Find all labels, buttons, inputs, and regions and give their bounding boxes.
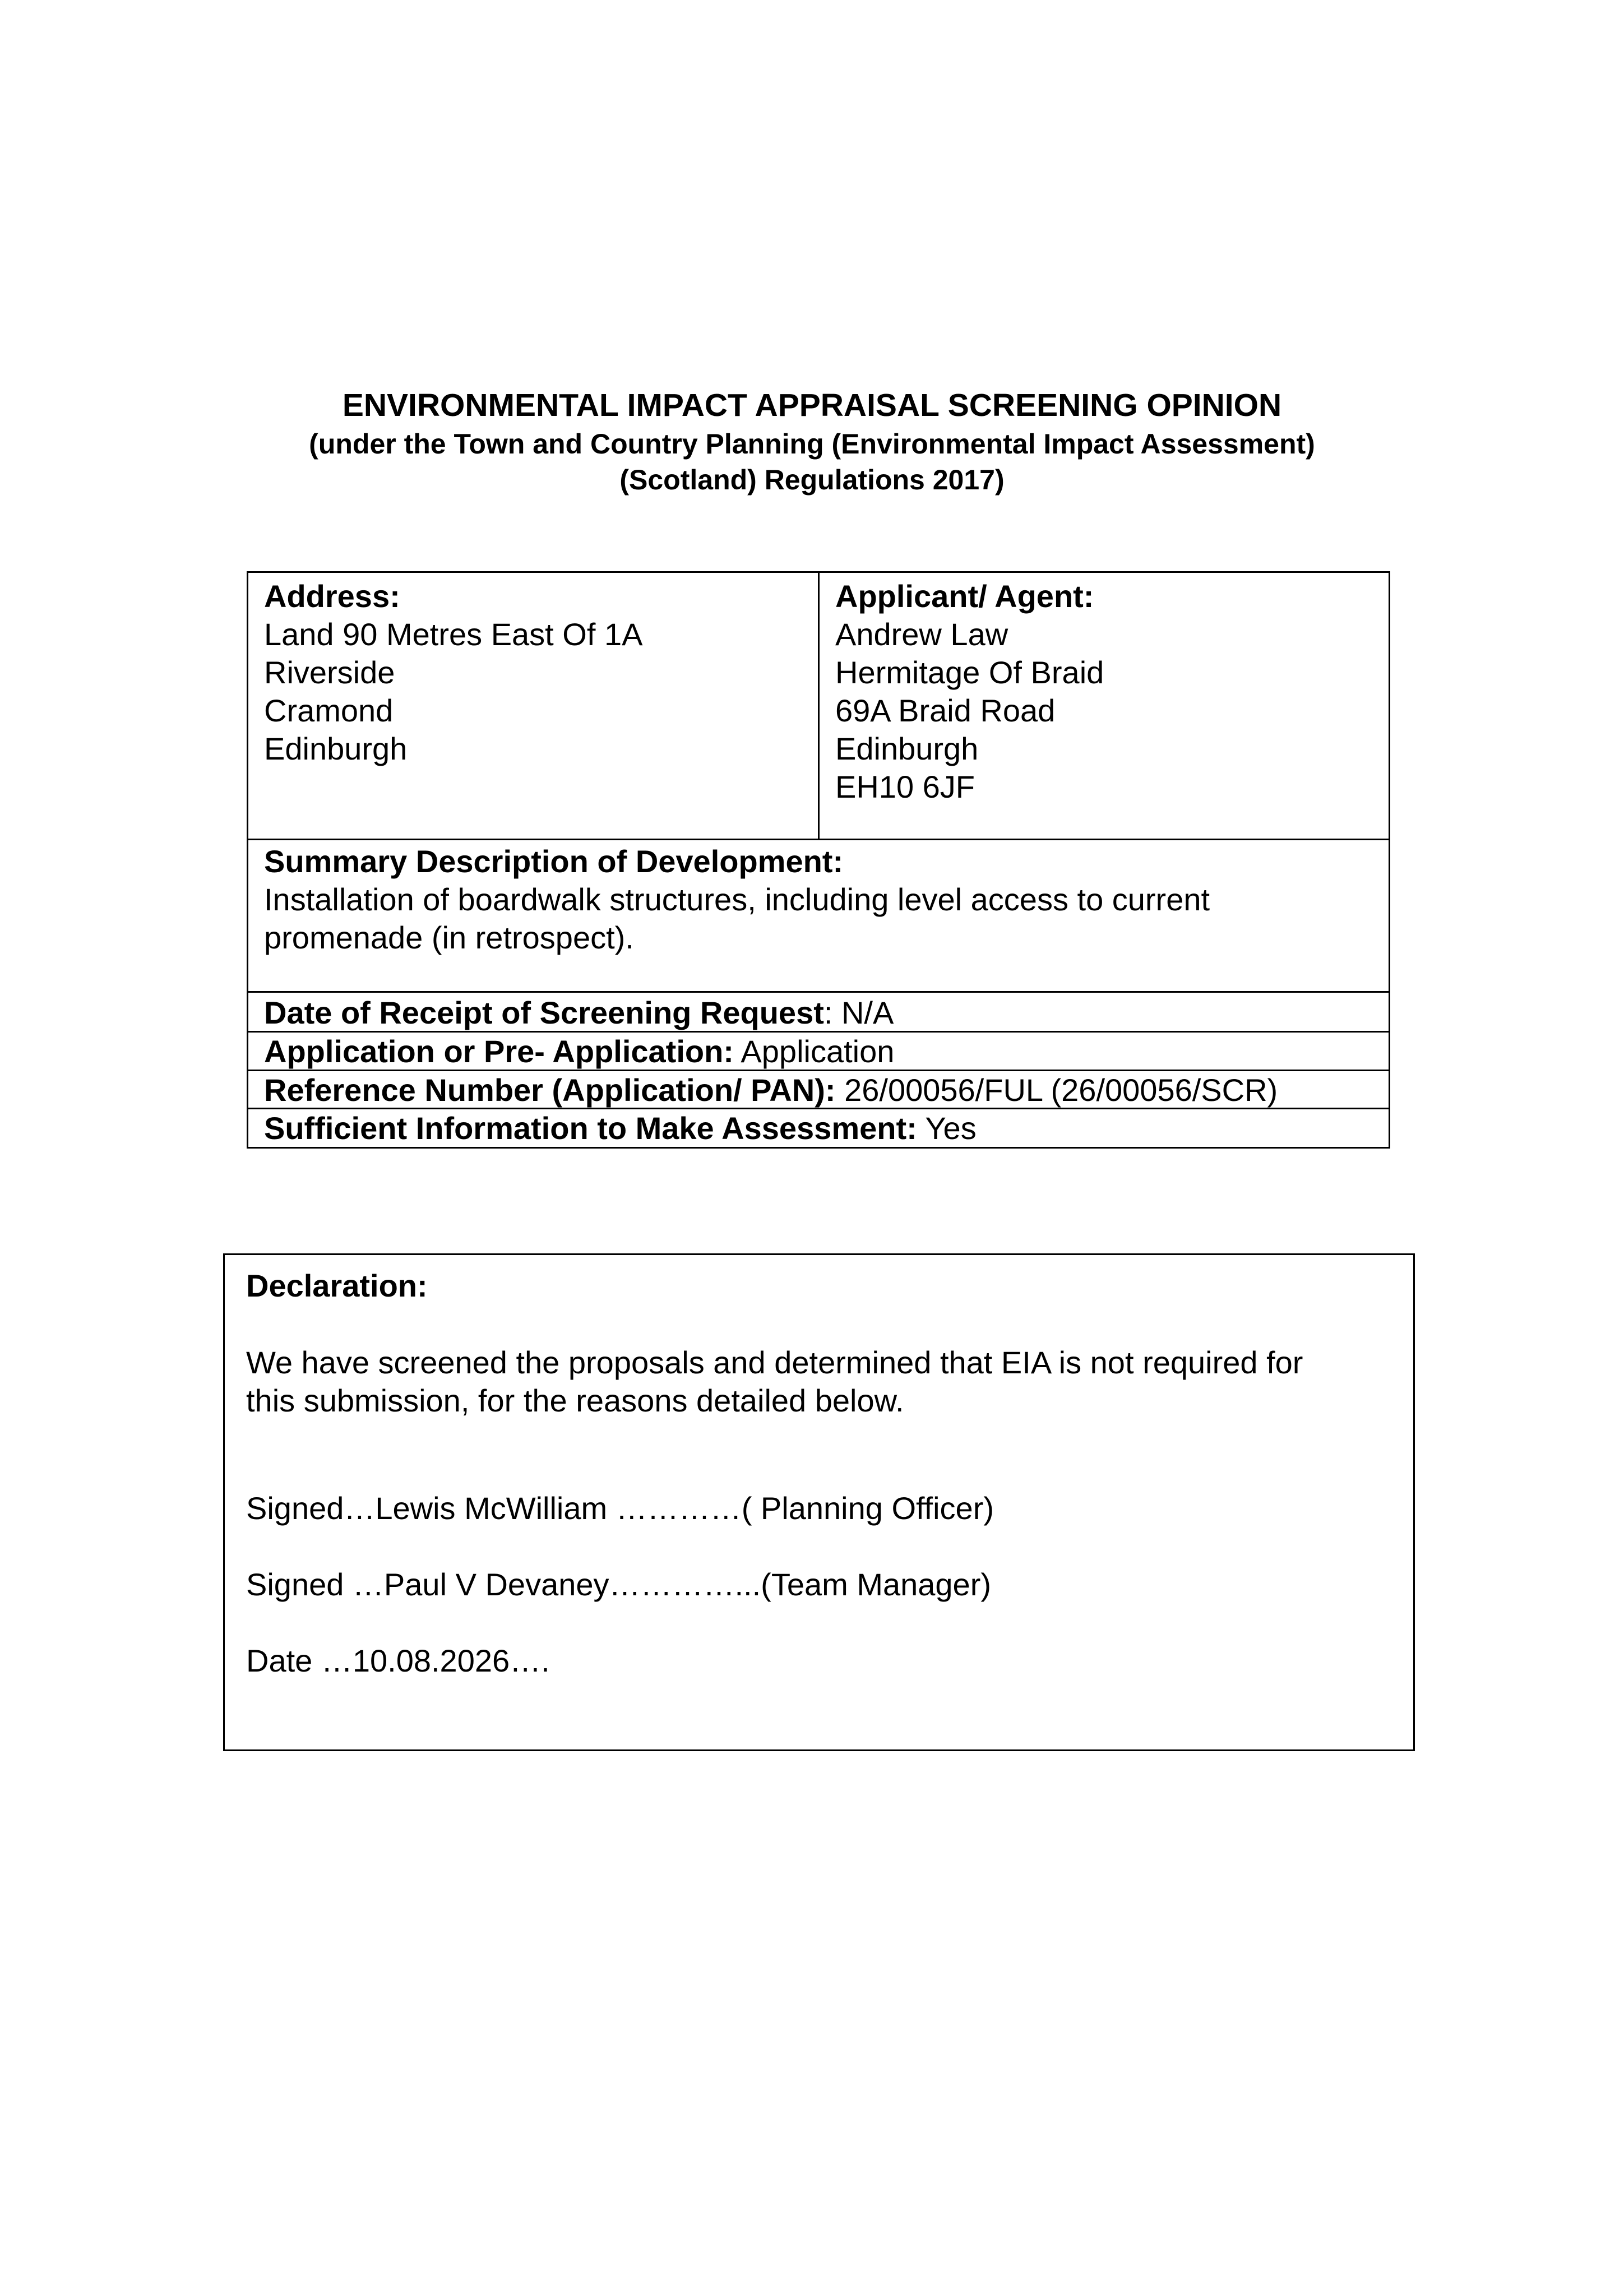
declaration-box <box>223 1253 1415 1751</box>
summary-line: promenade (in retrospect). <box>264 920 634 955</box>
document-subtitle-line-1: (under the Town and Country Planning (Environmental Impact Assessment) <box>309 428 1315 460</box>
applicant-line: 69A Braid Road <box>835 693 1056 728</box>
applicant-label: Applicant/ Agent: <box>835 578 1094 614</box>
summary-cell <box>247 839 1390 993</box>
reference-number-label: Reference Number (Application/ PAN): <box>264 1072 836 1108</box>
applicant-line: Hermitage Of Braid <box>835 655 1104 690</box>
address-line: Edinburgh <box>264 731 408 766</box>
application-type-row <box>247 1031 1390 1071</box>
applicant-line: EH10 6JF <box>835 769 975 804</box>
applicant-line: Edinburgh <box>835 731 979 766</box>
application-type-label: Application or Pre- Application: <box>264 1034 734 1069</box>
declaration-paragraph <box>246 1344 1303 1420</box>
address-label: Address: <box>264 578 400 614</box>
address-cell <box>247 571 820 840</box>
reference-number-row <box>247 1070 1390 1109</box>
declaration-date: Date …10.08.2026…. <box>246 1643 550 1678</box>
address-line: Cramond <box>264 693 394 728</box>
address-line: Riverside <box>264 655 395 690</box>
signed-team-manager: Signed …Paul V Devaney…………...(Team Manager) <box>246 1567 991 1602</box>
address-line: Land 90 Metres East Of 1A <box>264 617 643 652</box>
declaration-paragraph-line: We have screened the proposals and determined that EIA is not required for <box>246 1345 1303 1380</box>
applicant-cell <box>818 571 1390 840</box>
sufficient-info-row <box>247 1108 1390 1149</box>
sufficient-info-value: Yes <box>917 1110 977 1146</box>
declaration-heading: Declaration: <box>246 1268 428 1303</box>
document-subtitle-line-2: (Scotland) Regulations 2017) <box>619 464 1005 496</box>
receipt-date-label: Date of Receipt of Screening Request <box>264 995 824 1030</box>
application-type-value: Application <box>733 1034 895 1069</box>
applicant-line: Andrew Law <box>835 617 1008 652</box>
summary-label: Summary Description of Development: <box>264 844 844 879</box>
signed-planning-officer: Signed…Lewis McWilliam …………( Planning Officer) <box>246 1490 994 1526</box>
sufficient-info-label: Sufficient Information to Make Assessment: <box>264 1110 917 1146</box>
document-title: ENVIRONMENTAL IMPACT APPRAISAL SCREENING OPINION <box>342 387 1282 423</box>
summary-line: Installation of boardwalk structures, including level access to current <box>264 882 1210 917</box>
receipt-date-row <box>247 991 1390 1033</box>
receipt-date-value: : N/A <box>823 995 894 1030</box>
declaration-paragraph-line: this submission, for the reasons detailed below. <box>246 1383 904 1418</box>
reference-number-value: 26/00056/FUL (26/00056/SCR) <box>835 1072 1278 1108</box>
